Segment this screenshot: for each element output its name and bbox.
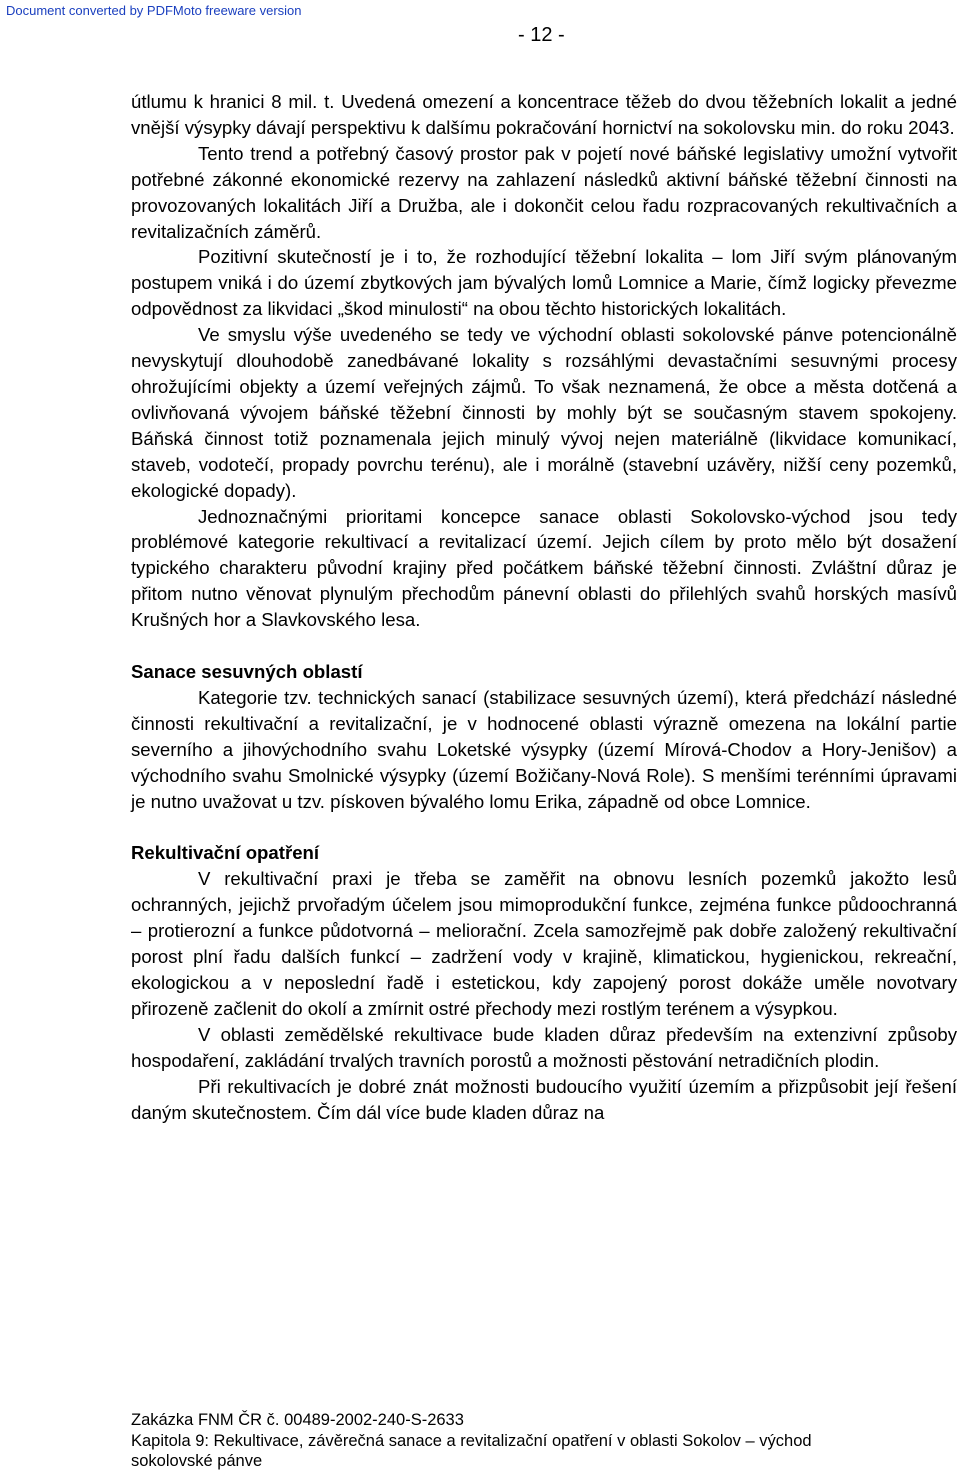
body-paragraph: útlumu k hranici 8 mil. t. Uvedená omezení a koncentrace těžeb do dvou těžebních lokalit a jedné vnější výsypky dávají perspektivu k dalšímu pokračování hornictví na sokolovsku min. do roku 2043.: [131, 91, 957, 138]
converter-watermark: Document converted by PDFMoto freeware version: [6, 3, 302, 18]
body-paragraph: Tento trend a potřebný časový prostor pak v pojetí nové báňské legislativy umožní vytvořit potřebné zákonné ekonomické rezervy na zahlazení následků aktivní báňské těžební činnosti na provozovaných lokalitách Jiří a Družba, ale i dokončit celou řadu rozpracovaných rekultivačních a revitalizačních záměrů.: [131, 142, 957, 242]
section-spacer: [131, 814, 957, 840]
section-spacer: [131, 633, 957, 659]
footer-contract-line: Zakázka FNM ČR č. 00489-2002-240-S-2633: [131, 1411, 464, 1429]
body-paragraph: Jednoznačnými prioritami koncepce sanace oblasti Sokolovsko-východ jsou tedy problémové kategorie rekultivací a revitalizací území. Jejich cílem by proto mělo být dosažení typického charakteru původní krajiny před počátkem báňské těžební činnosti. Zvláštní důraz je přitom nutno věnovat plynulým přechodům pánevní oblasti do přilehlých svahů horských masívů Krušných hor a Slavkovského lesa.: [131, 505, 957, 631]
body-paragraph: V oblasti zemědělské rekultivace bude kladen důraz především na extenzivní způsoby hospodaření, zakládání trvalých travních porostů a možnosti pěstování netradičních plodin.: [131, 1023, 957, 1071]
page-footer: [131, 1410, 957, 1472]
section-heading: Rekultivační opatření: [131, 842, 320, 864]
footer-chapter-line: Kapitola 9: Rekultivace, závěrečná sanace a revitalizační opatření v oblasti Sokolov – východ: [131, 1431, 812, 1450]
body-paragraph: Pozitivní skutečností je i to, že rozhodující těžební lokalita – lom Jiří svým plánovaným postupem vniká i do území zbytkových jam bývalých lomů Lomnice a Marie, čímž logicky převezme odpovědnost za likvidaci „škod minulosti“ na obou těchto historických lokalitách.: [131, 246, 957, 320]
body-paragraph: V rekultivační praxi je třeba se zaměřit na obnovu lesních pozemků jakožto lesů ochranných, jejichž prvořadým účelem jsou mimoprodukční funkce, zejména funkce půdoochranná – protierozní a funkce půdotvorná – meliorační. Zcela samozřejmě pak dobře založený rekultivační porost plní řadu dalších funkcí – zadržení vody v krajině, klimatickou, hygienickou, rekreační, ekologickou a v neposlední řadě i estetickou, kdy zapojený porost dokáže uměle novotvary přirozeně začlenit do okolí a zmírnit ostré přechody mezi rostlým terénem a výsypkou.: [131, 868, 957, 1019]
body-paragraph: Ve smyslu výše uvedeného se tedy ve východní oblasti sokolovské pánve potencionálně nevyskytují dlouhodobě zanedbávané lokality s rozsáhlými devastačními sesuvnými procesy ohrožujícími objekty a území veřejných zájmů. To však neznamená, že obce a města dotčená a ovlivňovaná vývojem báňské těžební činnosti by mohly být se současným stavem spokojeny. Báňská činnost totiž poznamenala jejich minulý vývoj nejen materiálně (likvidace komunikací, staveb, vodotečí, propady povrchu terénu), ale i morálně (stavební uzávěry, nižší ceny pozemků, ekologické dopady).: [131, 324, 957, 501]
page-number: - 12 -: [518, 24, 565, 46]
body-paragraph: Kategorie tzv. technických sanací (stabilizace sesuvných území), která předchází následné činnosti rekultivační a revitalizační, je v hodnocené oblasti výrazně omezena na lokální partie severního a jihovýchodního svahu Loketské výsypky (území Mírová-Chodov a Hory-Jenišov) a východního svahu Smolnické výsypky (území Božičany-Nová Role). S menšími terénními úpravami je nutno uvažovat u tzv. pískoven bývalého lomu Erika, západně od obce Lomnice.: [131, 686, 957, 812]
body-paragraph: Při rekultivacích je dobré znát možnosti budoucího využití územím a přizpůsobit její řešení daným skutečnostem. Čím dál více bude kladen důraz na: [131, 1075, 957, 1123]
document-body: [131, 89, 957, 1125]
footer-region-line: sokolovské pánve: [131, 1452, 263, 1470]
section-heading: Sanace sesuvných oblastí: [131, 661, 363, 683]
